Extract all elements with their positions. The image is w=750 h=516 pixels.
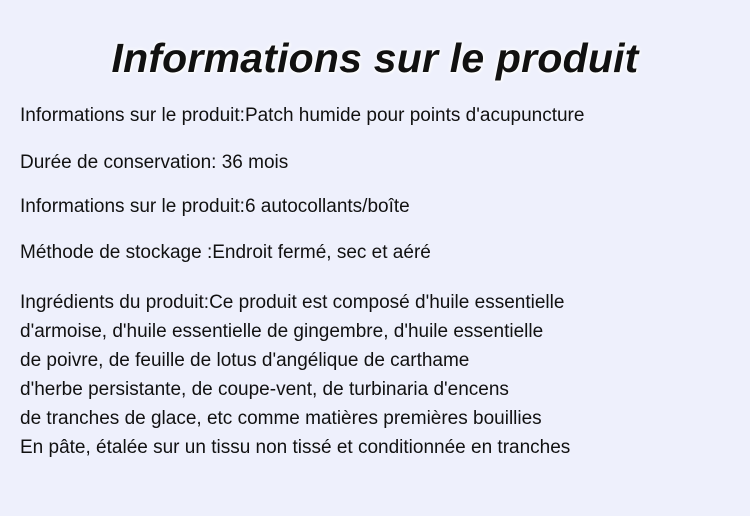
shelf-life-line: Durée de conservation: 36 mois	[20, 152, 289, 173]
ingredients-block	[20, 288, 570, 462]
ingredients-line: d'herbe persistante, de coupe-vent, de turbinaria d'encens	[20, 379, 509, 400]
ingredients-line: Ingrédients du produit:Ce produit est composé d'huile essentielle	[20, 292, 565, 313]
ingredients-line: d'armoise, d'huile essentielle de gingembre, d'huile essentielle	[20, 321, 544, 342]
ingredients-line: En pâte, étalée sur un tissu non tissé et conditionnée en tranches	[20, 437, 571, 458]
package-info-line: Informations sur le produit:6 autocollants/boîte	[20, 196, 410, 217]
storage-method-line: Méthode de stockage :Endroit fermé, sec et aéré	[20, 242, 431, 263]
ingredients-line: de poivre, de feuille de lotus d'angélique de carthame	[20, 350, 470, 371]
page-title: Informations sur le produit	[111, 35, 639, 81]
ingredients-line: de tranches de glace, etc comme matières premières bouillies	[20, 408, 542, 429]
product-info-line: Informations sur le produit:Patch humide pour points d'acupuncture	[20, 105, 585, 126]
